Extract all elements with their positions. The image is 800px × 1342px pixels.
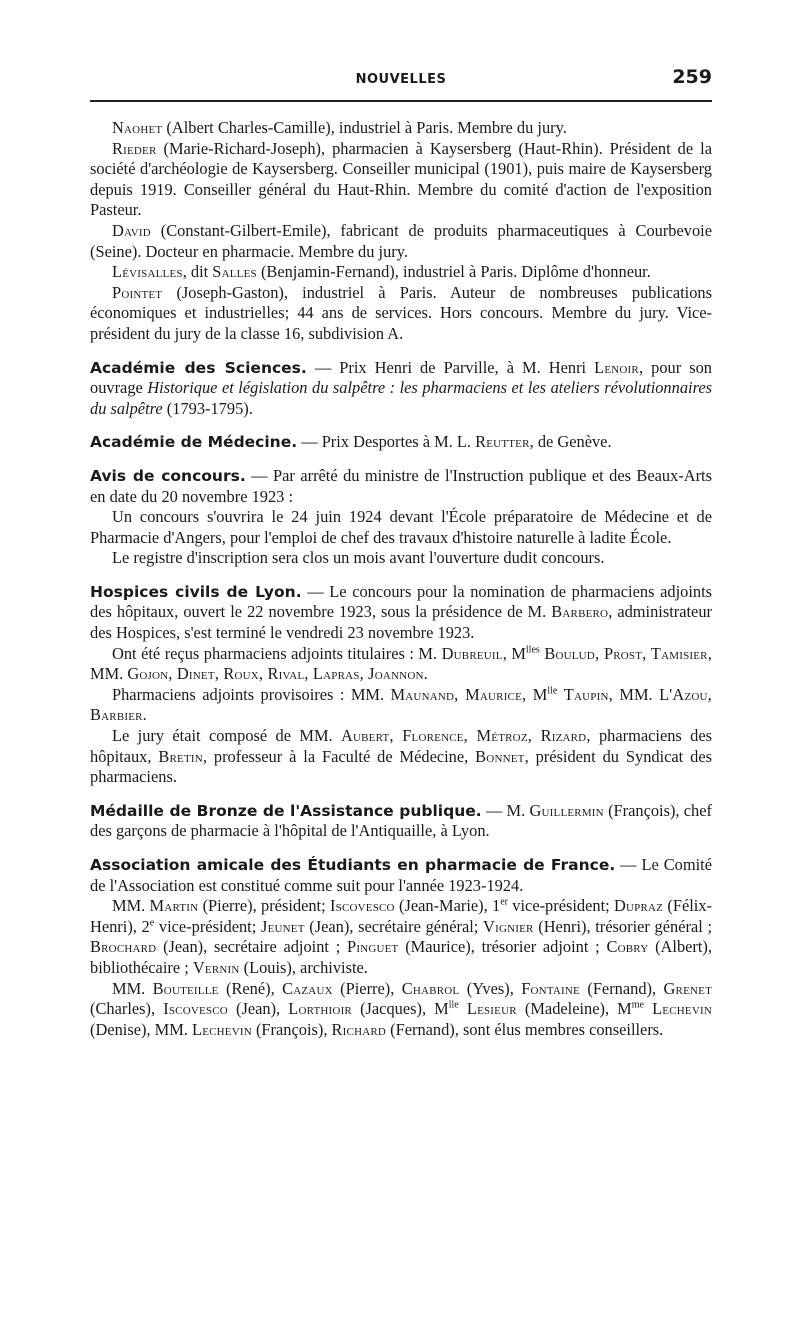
association-notice: Association amicale des Étudiants en pharmacie de France. — Le Comité de l'Association est constitué comme suit pour l'année 1923-1924. <box>90 855 712 895</box>
member-name: David <box>112 220 151 240</box>
header-rule <box>90 100 712 102</box>
avis-concours-notice: Avis de concours. — Par arrêté du ministre de l'Instruction publique et des Beaux-Arts en date du 20 novembre 1923 : <box>90 465 712 506</box>
member-entry: Lévisalles, dit Salles (Benjamin-Fernand), industriel à Paris. Diplôme d'honneur. <box>112 262 651 282</box>
member-entry: David (Constant-Gilbert-Emile), fabricant de produits pharmaceutiques à Courbevoie (Seine). Docteur en pharmacie. Membre du jury. <box>90 220 712 261</box>
section-heading: Avis de concours. <box>90 466 246 485</box>
member-name: Rieder <box>112 138 157 158</box>
member-entry: Rieder (Marie-Richard-Joseph), pharmacien à Kaysersberg (Haut-Rhin). Président de la société d'archéologie de Kaysersberg. Conseiller municipal (1901), puis maire de Kaysersberg depuis 1919. Conseiller général du Haut-Rhin. Membre du comité d'action de l'exposition Pasteur. <box>90 138 712 220</box>
member-entry: Pointet (Joseph-Gaston), industriel à Paris. Auteur de nombreuses publications économiques et industrielles; 44 ans de services. Hors concours. Membre du jury. Vice-président du jury de la classe 16, subdivision A. <box>90 282 712 343</box>
member-name: Lévisalles <box>112 262 183 282</box>
hospices-lyon-notice: Hospices civils de Lyon. — Le concours pour la nomination de pharmaciens adjoints des hôpitaux, ouvert le 22 novembre 1923, sous la présidence de M. Barbero, administrateur des Hospices, s'est terminé le vendredi 23 novembre 1923. <box>90 581 712 643</box>
section-heading: Hospices civils de Lyon. <box>90 582 302 601</box>
book-title: Historique et législation du salpêtre : les pharmaciens et les ateliers révolutionnaires du salpêtre <box>90 378 713 418</box>
section-heading: Association amicale des Étudiants en pharmacie de France. <box>90 856 616 874</box>
page-number: 259 <box>672 66 712 88</box>
running-title: NOUVELLES <box>355 72 447 87</box>
section-heading: Médaille de Bronze de l'Assistance publique. <box>90 801 482 820</box>
medaille-bronze-notice: Médaille de Bronze de l'Assistance publique. — M. Guillermin (François), chef des garçons de pharmacie à l'hôpital de l'Antiquaille, à Lyon. <box>90 800 712 841</box>
member-name: Pointet <box>112 282 163 302</box>
member-name: Salles <box>212 262 257 282</box>
page-header <box>90 66 712 96</box>
section-heading: Académie des Sciences. <box>90 358 307 377</box>
member-entry: Naohet (Albert Charles-Camille), industriel à Paris. Membre du jury. <box>112 118 567 137</box>
member-name: Naohet <box>112 118 163 137</box>
academie-medecine-notice: Académie de Médecine. — Prix Desportes à M. L. Reutter, de Genève. <box>90 432 612 452</box>
page-body: Naohet (Albert Charles-Camille), industriel à Paris. Membre du jury. Rieder (Marie-Richard-Joseph), pharmacien à Kaysersberg (Haut-Rhin). Président de la société d'archéologie de Kaysersberg. Conseiller municipal (1901), puis maire de Kaysersberg depuis 1919. Conseiller général du Haut-Rhin. Membre du comité d'action de l'exposition Pasteur. David (Constant-Gilbert-Emile), fabricant de produits pharmaceutiques à Courbevoie (Seine). Docteur en pharmacie. Membre du jury. Lévisalles, dit Salles (Benjamin-Fernand), industriel à Paris. Diplôme d'honneur. Pointet (Joseph-Gaston), industriel à Paris. Auteur de nombreuses publications économiques et industrielles; 44 ans de services. Hors concours. Membre du jury. Vice-président du jury de la classe 16, subdivision A. Académie des Sciences. — Prix Henri de Parville, à M. Henri Lenoir, pour son ouvrage Historique et législation du salpêtre : les pharmaciens et les ateliers révolutionnaires du salpêtre (1793-1795). Académie de Médecine. — Prix Desportes à M. L. Reutter, de Genève. Avis de concours. — Par arrêté du ministre de l'Instruction publique et des Beaux-Arts en date du 20 novembre 1923 : Un concours s'ouvrira le 24 juin 1924 devant l'École préparatoire de Médecine et de Pharmacie d'Angers, pour l'emploi de chef des travaux d'histoire naturelle à ladite École. Le registre d'inscription sera clos un mois avant l'ouverture dudit concours. Hospices civils de Lyon. — Le concours pour la nomination de pharmaciens adjoints des hôpitaux, ouvert le 22 novembre 1923, sous la présidence de M. Barbero, administrateur des Hospices, s'est terminé le vendredi 23 novembre 1923. Ont été reçus pharmaciens adjoints titulaires : M. Dubreuil, $M^{lles}$ Boulud, Prost, Tamisier, MM. Gojon, Dinet, Roux, Rival, Lapras, Joannon. Pharmaciens adjoints provisoires : MM. Maunand, Maurice, $M^{lle}$ Taupin, MM. L'Azou, Barbier. Le jury était composé de MM. Aubert, Florence, Métroz, Rizard, pharmaciens des hôpitaux, Bretin, professeur à la Faculté de Médecine, Bonnet, président du Syndicat des pharmaciens. Médaille de Bronze de l'Assistance publique. — M. Guillermin (François), chef des garçons de pharmacie à l'hôpital de l'Antiquaille, à Lyon. Association amicale des Étudiants en pharmacie de France. — Le Comité de l'Association est constitué comme suit pour l'année 1923-1924. MM. Martin (Pierre), président; Iscovesco (Jean-Marie), 1er vice-président; Dupraz (Félix-Henri), 2e vice-président; Jeunet (Jean), secrétaire général; Vignier (Henri), trésorier général ; Brochard (Jean), secrétaire adjoint ; Pinguet (Maurice), trésorier adjoint ; Cobry (Albert), bibliothécaire ; Vernin (Louis), archiviste. MM. Bouteille (René), Cazaux (Pierre), Chabrol (Yves), Fontaine (Fernand), Grenet (Charles), Iscovesco (Jean), Lorthioir (Jacques), $M^{lle}$ Lesieur (Madeleine), $M^{me}$ Lechevin (Denise), MM. Lechevin (François), Richard (Fernand), sont élus membres conseillers. <box>90 118 713 1039</box>
section-heading: Académie de Médecine. <box>90 433 298 452</box>
academie-sciences-notice: Académie des Sciences. — Prix Henri de Parville, à M. Henri Lenoir, pour son ouvrage Historique et législation du salpêtre : les pharmaciens et les ateliers révolutionnaires du salpêtre (1793-1795). <box>90 357 713 418</box>
committee-councillors: MM. Bouteille (René), Cazaux (Pierre), Chabrol (Yves), Fontaine (Fernand), Grenet (Charles), Iscovesco (Jean), Lorthioir (Jacques), $M^{lle}$ Lesieur (Madeleine), $M^{me}$ Lechevin (Denise), MM. Lechevin (François), Richard (Fernand), sont élus membres conseillers. <box>90 978 712 1039</box>
committee-officers: MM. Martin (Pierre), président; Iscovesco (Jean-Marie), 1er vice-président; Dupraz (Félix-Henri), 2e vice-président; Jeunet (Jean), secrétaire général; Vignier (Henri), trésorier général ; Brochard (Jean), secrétaire adjoint ; Pinguet (Maurice), trésorier adjoint ; Cobry (Albert), bibliothécaire ; Vernin (Louis), archiviste. <box>90 896 713 977</box>
